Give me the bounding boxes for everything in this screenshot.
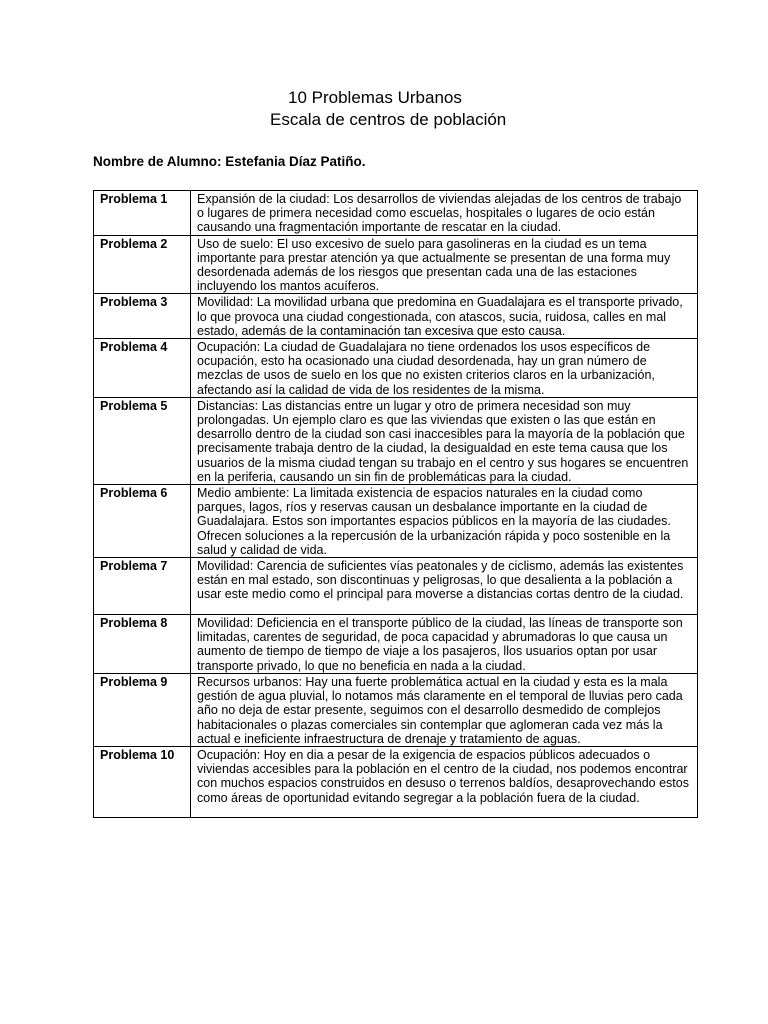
problem-label: Problema 7 <box>94 558 191 615</box>
document-title: 10 Problemas Urbanos <box>288 88 462 107</box>
problems-table <box>93 190 698 818</box>
table-row <box>94 397 698 484</box>
problem-label: Problema 5 <box>94 397 191 484</box>
problem-label: Problema 9 <box>94 673 191 746</box>
problem-label: Problema 6 <box>94 485 191 558</box>
student-name: Nombre de Alumno: Estefania Díaz Patiño. <box>93 154 366 169</box>
table-row <box>94 615 698 674</box>
problem-description: Distancias: Las distancias entre un lugar y otro de primera necesidad son muy prolongadas. Un ejemplo claro es que las viviendas que existen o las que están en desarrollo dentro de la ciudad son casi inaccesibles para la mayoría de la población que precisamente trabaja dentro de la ciudad, la desigualdad en este tema causa que los usuarios de la misma ciudad tengan su trabajo en el centro y sus hogares se encuentren en la periferia, causando un sin fin de problemáticas para la ciudad. <box>191 397 698 484</box>
problem-description: Uso de suelo: El uso excesivo de suelo para gasolineras en la ciudad es un tema importante para prestar atención ya que actualmente se presentan de una forma muy desordenada además de los riesgos que presentan cada una de las estaciones incluyendo los mantos acuíferos. <box>191 235 698 294</box>
document-subtitle: Escala de centros de población <box>270 110 507 129</box>
problem-description: Movilidad: La movilidad urbana que predomina en Guadalajara es el transporte privado, lo que provoca una ciudad congestionada, con atascos, sucia, ruidosa, calles en mal estado, además de la contaminación tan excesiva que esto causa. <box>191 294 698 339</box>
table-row <box>94 235 698 294</box>
problem-description: Ocupación: La ciudad de Guadalajara no tiene ordenados los usos específicos de ocupación, esto ha ocasionado una ciudad desordenada, hay un gran número de mezclas de usos de suelo en los que no existen criterios claros en la urbanización, afectando así la calidad de vida de los residentes de la misma. <box>191 339 698 398</box>
problem-description: Recursos urbanos: Hay una fuerte problemática actual en la ciudad y esta es la mala gestión de agua pluvial, lo notamos más claramente en el temporal de lluvias pero cada año no deja de estar presente, seguimos con el desarrollo desmedido de complejos habitacionales o plazas comerciales sin contemplar que aglomeran cada vez más la actual e ineficiente infraestructura de drenaje y tratamiento de aguas. <box>191 673 698 746</box>
problem-label: Problema 10 <box>94 746 191 817</box>
table-row <box>94 339 698 398</box>
problem-label: Problema 3 <box>94 294 191 339</box>
problem-description: Expansión de la ciudad: Los desarrollos de viviendas alejadas de los centros de trabajo o lugares de primera necesidad como escuelas, hospitales o lugares de ocio están causando una fragmentación importante de rescatar en la ciudad. <box>191 191 698 236</box>
problem-description: Medio ambiente: La limitada existencia de espacios naturales en la ciudad como parques, lagos, ríos y reservas causan un desbalance importante en la ciudad de Guadalajara. Estos son importantes espacios públicos en la mayoría de las ciudades. Ofrecen soluciones a la repercusión de la urbanización rápida y poco sostenible en la salud y calidad de vida. <box>191 485 698 558</box>
table-row <box>94 673 698 746</box>
table-row <box>94 294 698 339</box>
table-row <box>94 746 698 817</box>
problem-label: Problema 2 <box>94 235 191 294</box>
problem-description: Movilidad: Carencia de suficientes vías peatonales y de ciclismo, además las existentes están en mal estado, son discontinuas y peligrosas, lo que desalienta a la población a usar este medio como el principal para moverse a distancias cortas dentro de la ciudad. <box>191 558 698 615</box>
problem-label: Problema 8 <box>94 615 191 674</box>
problem-label: Problema 4 <box>94 339 191 398</box>
problem-label: Problema 1 <box>94 191 191 236</box>
problem-description: Movilidad: Deficiencia en el transporte público de la ciudad, las líneas de transporte son limitadas, carentes de seguridad, de poca capacidad y abrumadoras lo que causa un aumento de tiempo de tiempo de viaje a los pasajeros, llos usuarios optan por usar transporte privado, lo que no beneficia en nada a la ciudad. <box>191 615 698 674</box>
problem-description: Ocupación: Hoy en dia a pesar de la exigencia de espacios públicos adecuados o viviendas accesibles para la población en el centro de la ciudad, nos podemos encontrar con muchos espacios construidos en desuso o terrenos baldíos, desaprovechando estos como áreas de oportunidad evitando segregar a la población fuera de la ciudad. <box>191 746 698 817</box>
table-row <box>94 191 698 236</box>
table-row <box>94 558 698 615</box>
table-row <box>94 485 698 558</box>
